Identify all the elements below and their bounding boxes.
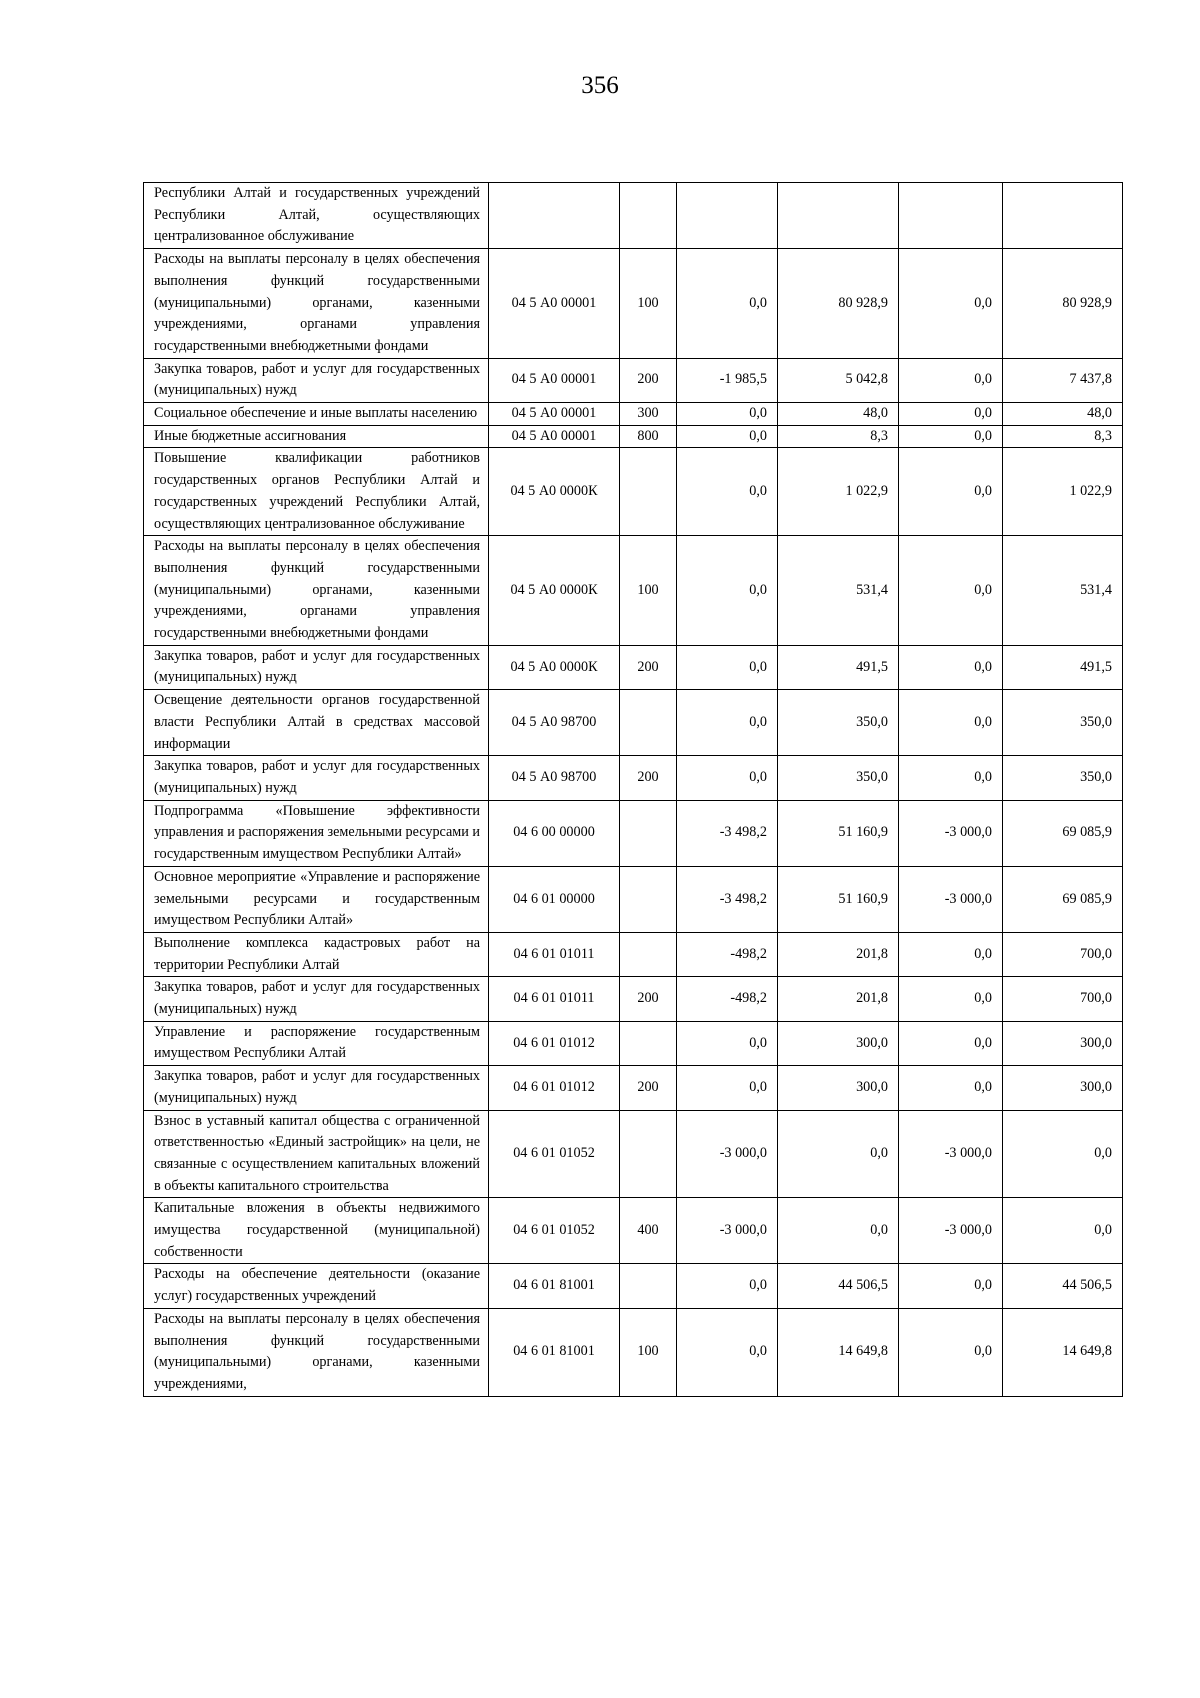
amount-cell-2: 44 506,5 <box>778 1264 899 1308</box>
target-code-cell: 04 5 А0 00001 <box>489 403 620 426</box>
table-row <box>144 800 1123 866</box>
amount-cell-1: -498,2 <box>677 977 778 1021</box>
amount-cell-4: 44 506,5 <box>1003 1264 1123 1308</box>
target-code-cell: 04 5 А0 98700 <box>489 690 620 756</box>
row-name-cell: Расходы на выплаты персоналу в целях обеспечения выполнения функций государственными (муниципальными) органами, казенными учреждениями, <box>144 1308 489 1396</box>
amount-cell-1: 0,0 <box>677 1021 778 1065</box>
target-code-cell: 04 5 А0 0000К <box>489 645 620 689</box>
amount-cell-2: 14 649,8 <box>778 1308 899 1396</box>
row-name-cell: Закупка товаров, работ и услуг для государственных (муниципальных) нужд <box>144 1066 489 1110</box>
target-code-cell <box>489 183 620 249</box>
amount-cell-3: 0,0 <box>899 1308 1003 1396</box>
target-code-cell: 04 5 А0 00001 <box>489 358 620 402</box>
amount-cell-4: 300,0 <box>1003 1021 1123 1065</box>
expense-type-cell <box>620 1110 677 1198</box>
amount-cell-4: 8,3 <box>1003 425 1123 448</box>
amount-cell-1: 0,0 <box>677 1066 778 1110</box>
amount-cell-4: 700,0 <box>1003 977 1123 1021</box>
expense-type-cell: 300 <box>620 403 677 426</box>
table-row <box>144 1308 1123 1396</box>
amount-cell-3 <box>899 183 1003 249</box>
row-name-cell: Закупка товаров, работ и услуг для государственных (муниципальных) нужд <box>144 756 489 800</box>
amount-cell-1: -3 498,2 <box>677 800 778 866</box>
amount-cell-4: 491,5 <box>1003 645 1123 689</box>
amount-cell-1: 0,0 <box>677 1308 778 1396</box>
amount-cell-4: 80 928,9 <box>1003 249 1123 359</box>
table-row <box>144 1066 1123 1110</box>
amount-cell-4: 0,0 <box>1003 1110 1123 1198</box>
row-name-cell: Подпрограмма «Повышение эффективности управления и распоряжения земельными ресурсами и государственным имуществом Республики Алтай» <box>144 800 489 866</box>
amount-cell-4: 350,0 <box>1003 756 1123 800</box>
amount-cell-4: 350,0 <box>1003 690 1123 756</box>
expense-type-cell <box>620 690 677 756</box>
amount-cell-1: 0,0 <box>677 690 778 756</box>
amount-cell-1: 0,0 <box>677 645 778 689</box>
amount-cell-3: 0,0 <box>899 645 1003 689</box>
target-code-cell: 04 6 01 01052 <box>489 1110 620 1198</box>
amount-cell-2: 48,0 <box>778 403 899 426</box>
amount-cell-3: -3 000,0 <box>899 866 1003 932</box>
expense-type-cell <box>620 866 677 932</box>
amount-cell-4: 69 085,9 <box>1003 866 1123 932</box>
amount-cell-3: 0,0 <box>899 448 1003 536</box>
table-row <box>144 866 1123 932</box>
amount-cell-3: 0,0 <box>899 536 1003 646</box>
amount-cell-3: -3 000,0 <box>899 800 1003 866</box>
amount-cell-2 <box>778 183 899 249</box>
row-name-cell: Закупка товаров, работ и услуг для государственных (муниципальных) нужд <box>144 977 489 1021</box>
amount-cell-2: 51 160,9 <box>778 800 899 866</box>
table-row <box>144 448 1123 536</box>
table-row <box>144 977 1123 1021</box>
amount-cell-3: 0,0 <box>899 249 1003 359</box>
row-name-cell: Выполнение комплекса кадастровых работ на территории Республики Алтай <box>144 932 489 976</box>
amount-cell-4: 1 022,9 <box>1003 448 1123 536</box>
table-row <box>144 1021 1123 1065</box>
amount-cell-4: 300,0 <box>1003 1066 1123 1110</box>
amount-cell-1 <box>677 183 778 249</box>
row-name-cell: Освещение деятельности органов государственной власти Республики Алтай в средствах массовой информации <box>144 690 489 756</box>
target-code-cell: 04 6 01 01011 <box>489 932 620 976</box>
table-body <box>144 183 1123 1397</box>
amount-cell-1: 0,0 <box>677 249 778 359</box>
target-code-cell: 04 5 А0 00001 <box>489 249 620 359</box>
table-row <box>144 425 1123 448</box>
amount-cell-2: 8,3 <box>778 425 899 448</box>
table-row <box>144 932 1123 976</box>
row-name-cell: Закупка товаров, работ и услуг для государственных (муниципальных) нужд <box>144 645 489 689</box>
row-name-cell: Капитальные вложения в объекты недвижимого имущества государственной (муниципальной) собственности <box>144 1198 489 1264</box>
table-row <box>144 183 1123 249</box>
row-name-cell: Взнос в уставный капитал общества с ограниченной ответственностью «Единый застройщик» на цели, не связанные с осуществлением капитальных вложений в объекты капитального строительства <box>144 1110 489 1198</box>
target-code-cell: 04 6 00 00000 <box>489 800 620 866</box>
amount-cell-4: 48,0 <box>1003 403 1123 426</box>
amount-cell-3: 0,0 <box>899 403 1003 426</box>
table-row <box>144 358 1123 402</box>
amount-cell-1: -3 000,0 <box>677 1110 778 1198</box>
amount-cell-2: 201,8 <box>778 977 899 1021</box>
table-row <box>144 1264 1123 1308</box>
target-code-cell: 04 6 01 01012 <box>489 1021 620 1065</box>
target-code-cell: 04 6 01 01052 <box>489 1198 620 1264</box>
row-name-cell: Закупка товаров, работ и услуг для государственных (муниципальных) нужд <box>144 358 489 402</box>
amount-cell-1: 0,0 <box>677 448 778 536</box>
target-code-cell: 04 6 01 01011 <box>489 977 620 1021</box>
table-row <box>144 249 1123 359</box>
expense-type-cell: 100 <box>620 1308 677 1396</box>
amount-cell-2: 80 928,9 <box>778 249 899 359</box>
table-row <box>144 1110 1123 1198</box>
expense-type-cell: 200 <box>620 756 677 800</box>
row-name-cell: Расходы на выплаты персоналу в целях обеспечения выполнения функций государственными (муниципальными) органами, казенными учреждениями, органами управления государственными внебюджетными фондами <box>144 249 489 359</box>
table-row <box>144 536 1123 646</box>
expense-type-cell <box>620 1264 677 1308</box>
expense-type-cell: 100 <box>620 249 677 359</box>
amount-cell-1: 0,0 <box>677 1264 778 1308</box>
expense-type-cell <box>620 800 677 866</box>
amount-cell-1: 0,0 <box>677 536 778 646</box>
amount-cell-3: 0,0 <box>899 358 1003 402</box>
amount-cell-2: 491,5 <box>778 645 899 689</box>
amount-cell-2: 531,4 <box>778 536 899 646</box>
expense-type-cell: 800 <box>620 425 677 448</box>
table-row <box>144 1198 1123 1264</box>
row-name-cell: Республики Алтай и государственных учреждений Республики Алтай, осуществляющих централизованное обслуживание <box>144 183 489 249</box>
amount-cell-4: 14 649,8 <box>1003 1308 1123 1396</box>
amount-cell-1: 0,0 <box>677 756 778 800</box>
expense-type-cell <box>620 448 677 536</box>
expense-type-cell: 200 <box>620 1066 677 1110</box>
amount-cell-3: 0,0 <box>899 756 1003 800</box>
target-code-cell: 04 6 01 01012 <box>489 1066 620 1110</box>
amount-cell-1: 0,0 <box>677 403 778 426</box>
expense-type-cell <box>620 932 677 976</box>
target-code-cell: 04 6 01 81001 <box>489 1264 620 1308</box>
expense-type-cell <box>620 1021 677 1065</box>
budget-table <box>143 182 1123 1397</box>
amount-cell-3: -3 000,0 <box>899 1110 1003 1198</box>
target-code-cell: 04 5 А0 0000К <box>489 536 620 646</box>
amount-cell-2: 350,0 <box>778 690 899 756</box>
amount-cell-4: 0,0 <box>1003 1198 1123 1264</box>
amount-cell-3: 0,0 <box>899 977 1003 1021</box>
amount-cell-1: -498,2 <box>677 932 778 976</box>
expense-type-cell: 200 <box>620 645 677 689</box>
amount-cell-3: 0,0 <box>899 1066 1003 1110</box>
target-code-cell: 04 5 А0 00001 <box>489 425 620 448</box>
table-row <box>144 690 1123 756</box>
row-name-cell: Расходы на обеспечение деятельности (оказание услуг) государственных учреждений <box>144 1264 489 1308</box>
expense-type-cell: 200 <box>620 358 677 402</box>
row-name-cell: Иные бюджетные ассигнования <box>144 425 489 448</box>
row-name-cell: Управление и распоряжение государственным имуществом Республики Алтай <box>144 1021 489 1065</box>
amount-cell-2: 300,0 <box>778 1021 899 1065</box>
amount-cell-3: 0,0 <box>899 932 1003 976</box>
amount-cell-3: 0,0 <box>899 425 1003 448</box>
target-code-cell: 04 5 А0 98700 <box>489 756 620 800</box>
amount-cell-2: 350,0 <box>778 756 899 800</box>
expense-type-cell <box>620 183 677 249</box>
amount-cell-1: -1 985,5 <box>677 358 778 402</box>
amount-cell-2: 201,8 <box>778 932 899 976</box>
target-code-cell: 04 6 01 00000 <box>489 866 620 932</box>
expense-type-cell: 400 <box>620 1198 677 1264</box>
row-name-cell: Социальное обеспечение и иные выплаты населению <box>144 403 489 426</box>
row-name-cell: Расходы на выплаты персоналу в целях обеспечения выполнения функций государственными (муниципальными) органами, казенными учреждениями, органами управления государственными внебюджетными фондами <box>144 536 489 646</box>
amount-cell-3: -3 000,0 <box>899 1198 1003 1264</box>
amount-cell-4: 69 085,9 <box>1003 800 1123 866</box>
amount-cell-1: -3 000,0 <box>677 1198 778 1264</box>
amount-cell-2: 1 022,9 <box>778 448 899 536</box>
amount-cell-4: 7 437,8 <box>1003 358 1123 402</box>
amount-cell-2: 300,0 <box>778 1066 899 1110</box>
page-number: 356 <box>581 72 619 99</box>
amount-cell-1: 0,0 <box>677 425 778 448</box>
amount-cell-3: 0,0 <box>899 1264 1003 1308</box>
expense-type-cell: 200 <box>620 977 677 1021</box>
target-code-cell: 04 5 А0 0000К <box>489 448 620 536</box>
amount-cell-3: 0,0 <box>899 1021 1003 1065</box>
amount-cell-2: 0,0 <box>778 1198 899 1264</box>
amount-cell-4: 531,4 <box>1003 536 1123 646</box>
table-row <box>144 756 1123 800</box>
row-name-cell: Основное мероприятие «Управление и распоряжение земельными ресурсами и государственным имуществом Республики Алтай» <box>144 866 489 932</box>
amount-cell-4: 700,0 <box>1003 932 1123 976</box>
amount-cell-1: -3 498,2 <box>677 866 778 932</box>
target-code-cell: 04 6 01 81001 <box>489 1308 620 1396</box>
amount-cell-4 <box>1003 183 1123 249</box>
amount-cell-2: 0,0 <box>778 1110 899 1198</box>
amount-cell-2: 5 042,8 <box>778 358 899 402</box>
expense-type-cell: 100 <box>620 536 677 646</box>
amount-cell-3: 0,0 <box>899 690 1003 756</box>
amount-cell-2: 51 160,9 <box>778 866 899 932</box>
table-row <box>144 645 1123 689</box>
table-row <box>144 403 1123 426</box>
row-name-cell: Повышение квалификации работников государственных органов Республики Алтай и государственных учреждений Республики Алтай, осуществляющих централизованное обслуживание <box>144 448 489 536</box>
